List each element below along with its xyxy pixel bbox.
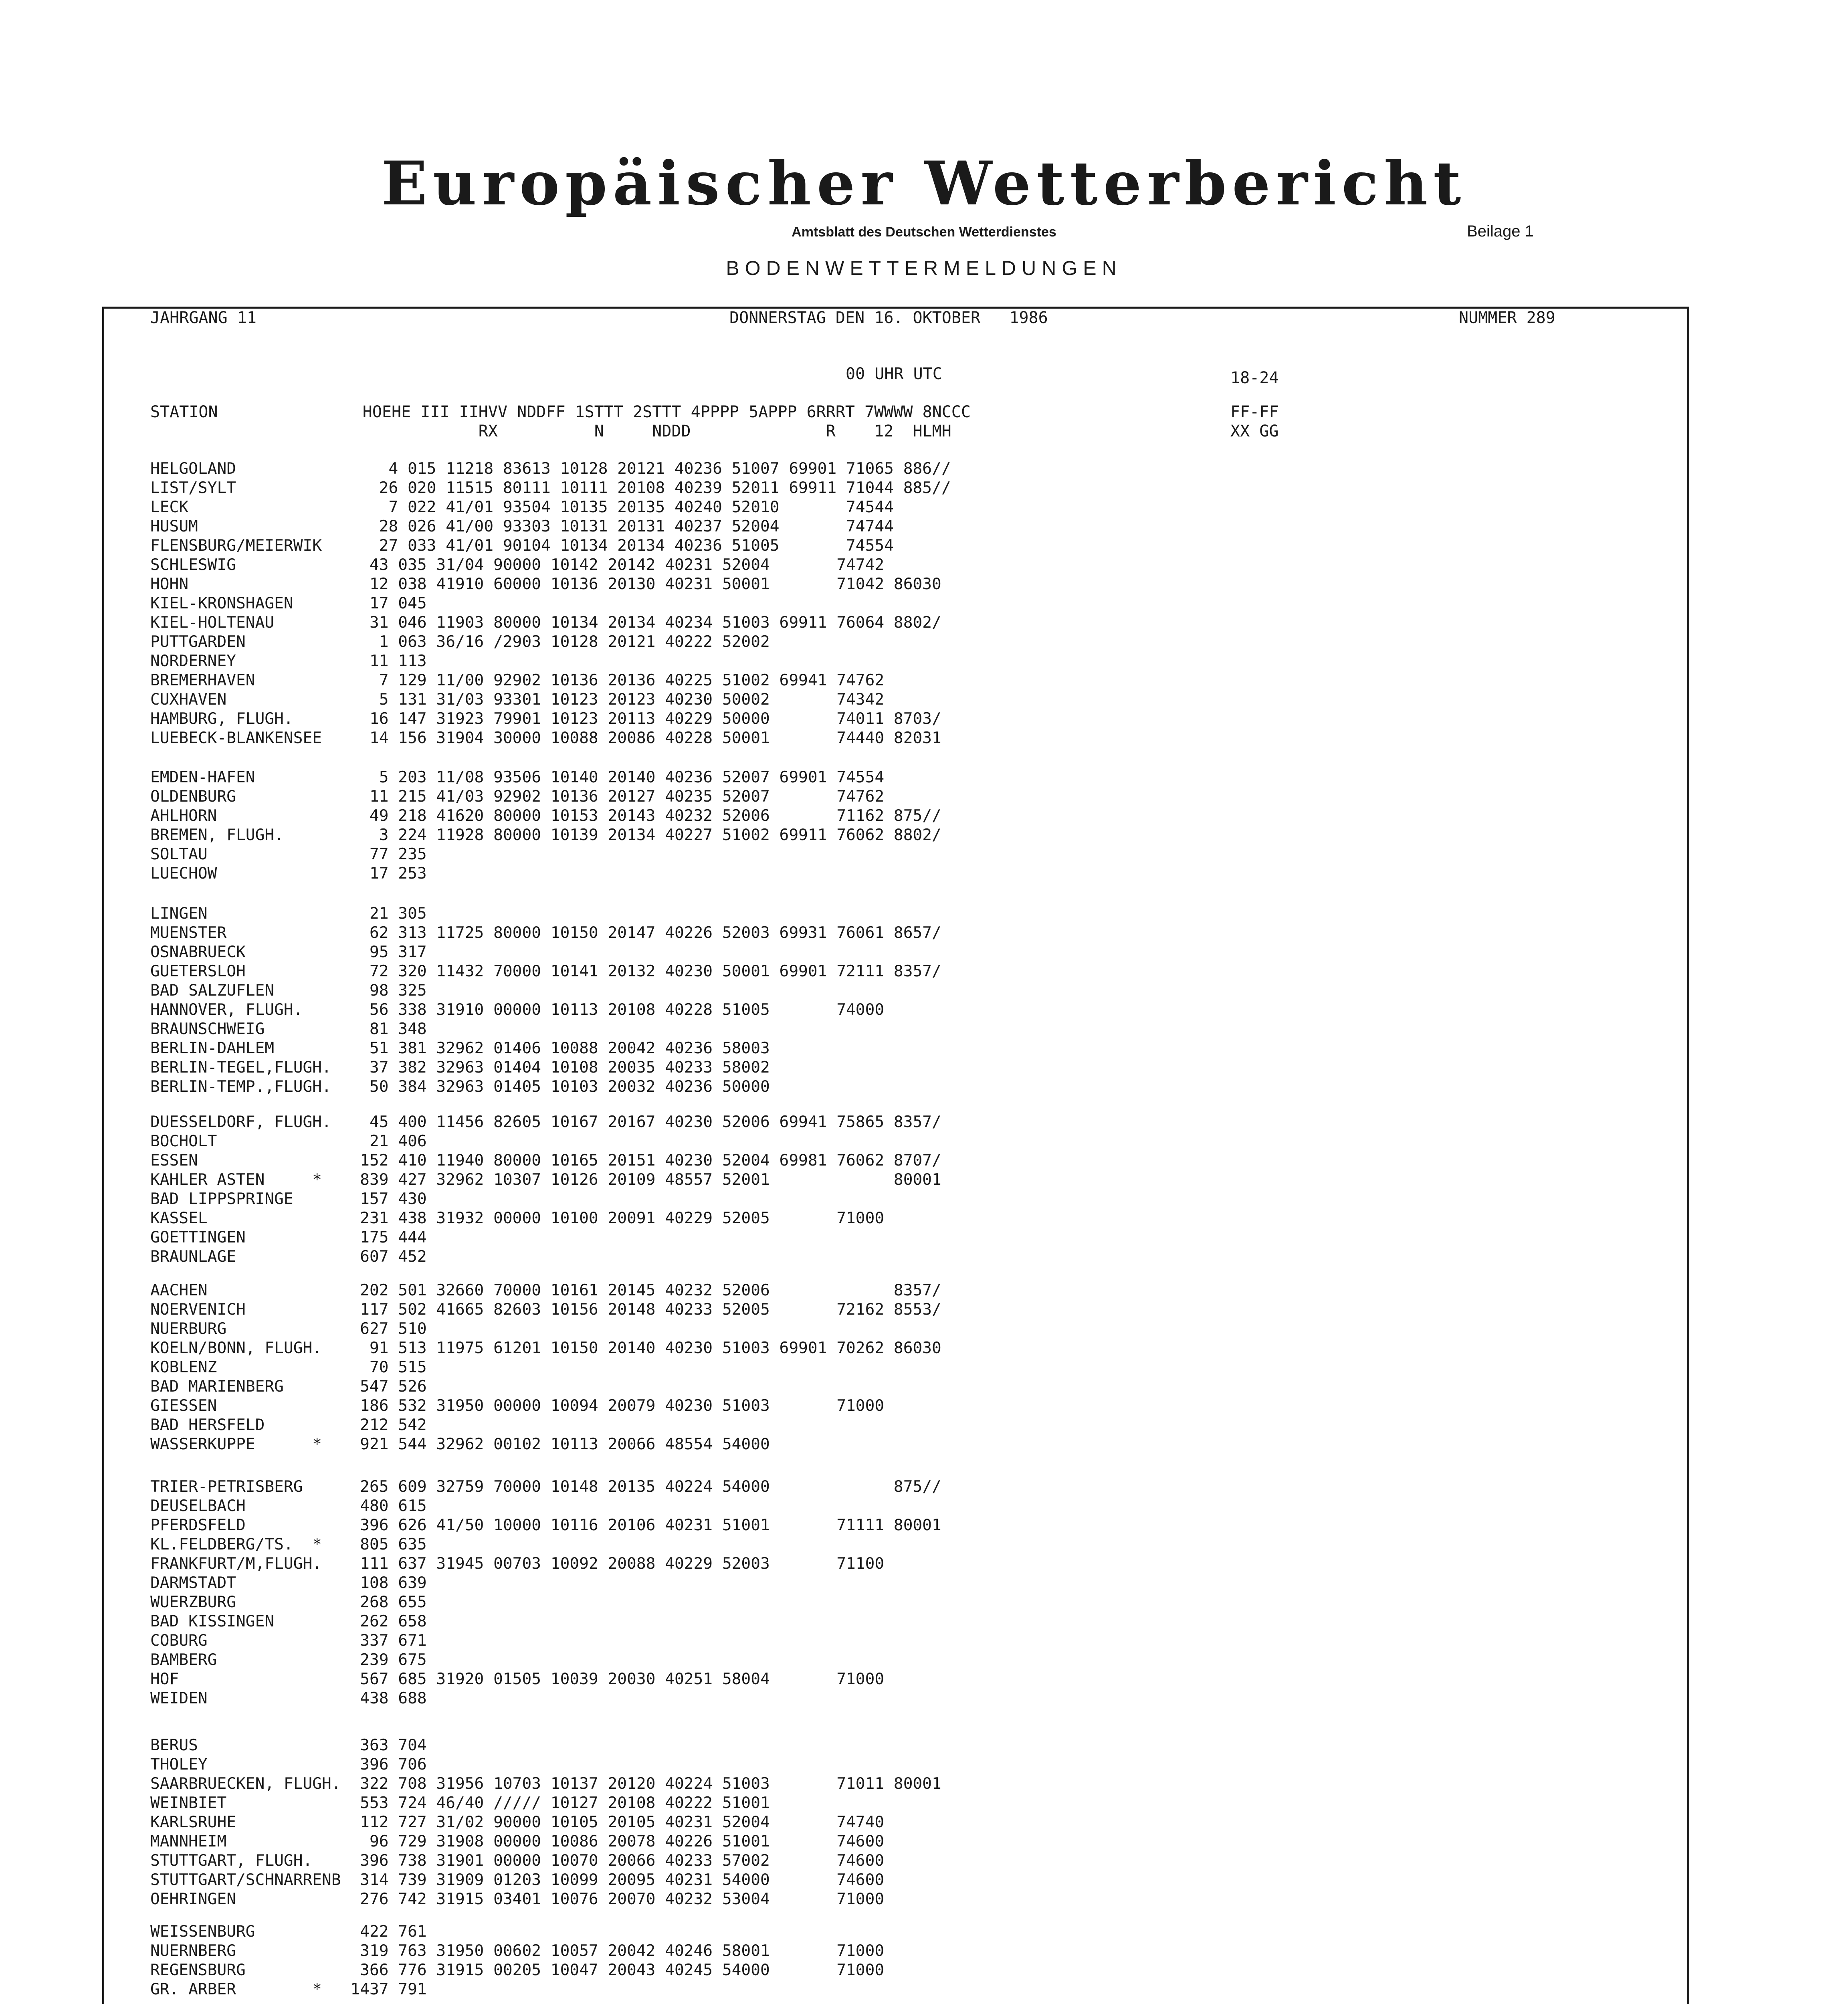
station-row: SAARBRUECKEN, FLUGH. 322 708 31956 10703 10137 20120 40224 51003 71011 80001 bbox=[150, 1774, 941, 1793]
station-row: HOHN 12 038 41910 60000 10136 20130 40231 50001 71042 86030 bbox=[150, 575, 941, 593]
station-row: LUECHOW 17 253 bbox=[150, 864, 427, 883]
supplement-label: Beilage 1 bbox=[1467, 222, 1534, 240]
station-row: STUTTGART, FLUGH. 396 738 31901 00000 10070 20066 40233 57002 74600 bbox=[150, 1851, 885, 1870]
station-row: KARLSRUHE 112 727 31/02 90000 10105 20105 40231 52004 74740 bbox=[150, 1813, 885, 1831]
station-group bbox=[150, 1922, 884, 1999]
station-row: WUERZBURG 268 655 bbox=[150, 1593, 427, 1611]
station-group bbox=[150, 1281, 941, 1454]
station-row: NOERVENICH 117 502 41665 82603 10156 20148 40233 52005 72162 8553/ bbox=[150, 1300, 941, 1319]
station-row: BREMERHAVEN 7 129 11/00 92902 10136 20136 40225 51002 69941 74762 bbox=[150, 671, 885, 689]
station-row: KOELN/BONN, FLUGH. 91 513 11975 61201 10150 20140 40230 51003 69901 70262 86030 bbox=[150, 1339, 941, 1357]
station-row: LINGEN 21 305 bbox=[150, 904, 427, 923]
page-title: Europäischer Wetterbericht bbox=[381, 148, 1467, 219]
station-row: HELGOLAND 4 015 11218 83613 10128 20121 40236 51007 69901 71065 886// bbox=[150, 459, 951, 478]
station-row: KASSEL 231 438 31932 00000 10100 20091 40229 52005 71000 bbox=[150, 1209, 885, 1227]
column-header-right-1: FF-FF bbox=[1230, 403, 1279, 421]
section-title: BODENWETTERMELDUNGEN bbox=[726, 257, 1122, 279]
station-group bbox=[150, 768, 941, 883]
station-row: PFERDSFELD 396 626 41/50 10000 10116 20106 40231 51001 71111 80001 bbox=[150, 1516, 941, 1534]
station-row: GR. ARBER * 1437 791 bbox=[150, 1980, 427, 1998]
column-header-1: STATION HOEHE III IIHVV NDDFF 1STTT 2STTT 4PPPP 5APPP 6RRRT 7WWWW 8NCCC bbox=[150, 403, 971, 421]
station-row: TRIER-PETRISBERG 265 609 32759 70000 10148 20135 40224 54000 875// bbox=[150, 1477, 941, 1496]
station-row: WEINBIET 553 724 46/40 ///// 10127 20108 40222 51001 bbox=[150, 1794, 770, 1812]
station-row: OLDENBURG 11 215 41/03 92902 10136 20127 40235 52007 74762 bbox=[150, 787, 885, 806]
station-row: THOLEY 396 706 bbox=[150, 1755, 427, 1774]
station-row: REGENSBURG 366 776 31915 00205 10047 20043 40245 54000 71000 bbox=[150, 1961, 885, 1979]
station-row: MUENSTER 62 313 11725 80000 10150 20147 40226 52003 69931 76061 8657/ bbox=[150, 923, 941, 942]
time-range: 18-24 bbox=[1230, 369, 1279, 387]
station-row: NORDERNEY 11 113 bbox=[150, 652, 427, 670]
column-header-right-2: XX GG bbox=[1230, 422, 1279, 440]
station-row: BAMBERG 239 675 bbox=[150, 1650, 427, 1669]
station-row: BERLIN-DAHLEM 51 381 32962 01406 10088 20042 40236 58003 bbox=[150, 1039, 770, 1057]
report-date: DONNERSTAG DEN 16. OKTOBER 1986 bbox=[729, 309, 1048, 327]
station-row: KIEL-HOLTENAU 31 046 11903 80000 10134 20134 40234 51003 69911 76064 8802/ bbox=[150, 613, 941, 632]
station-row: BAD SALZUFLEN 98 325 bbox=[150, 981, 427, 1000]
station-row: BERLIN-TEMP.,FLUGH. 50 384 32963 01405 10103 20032 40236 50000 bbox=[150, 1077, 770, 1096]
station-row: BRAUNLAGE 607 452 bbox=[150, 1247, 427, 1266]
station-row: DARMSTADT 108 639 bbox=[150, 1574, 427, 1592]
station-row: BERLIN-TEGEL,FLUGH. 37 382 32963 01404 10108 20035 40233 58002 bbox=[150, 1058, 770, 1077]
station-row: BERUS 363 704 bbox=[150, 1736, 427, 1754]
station-group bbox=[150, 904, 941, 1096]
station-row: FLENSBURG/MEIERWIK 27 033 41/01 90104 10134 20134 40236 51005 74554 bbox=[150, 536, 894, 555]
station-row: PUTTGARDEN 1 063 36/16 /2903 10128 20121 40222 52002 bbox=[150, 632, 770, 651]
station-row: LIST/SYLT 26 020 11515 80111 10111 20108 40239 52011 69911 71044 885// bbox=[150, 479, 951, 497]
station-row: EMDEN-HAFEN 5 203 11/08 93506 10140 20140 40236 52007 69901 74554 bbox=[150, 768, 885, 786]
station-row: LUEBECK-BLANKENSEE 14 156 31904 30000 10088 20086 40228 50001 74440 82031 bbox=[150, 729, 941, 747]
station-row: KL.FELDBERG/TS. * 805 635 bbox=[150, 1535, 427, 1554]
station-row: HANNOVER, FLUGH. 56 338 31910 00000 10113 20108 40228 51005 74000 bbox=[150, 1000, 885, 1019]
station-row: SOLTAU 77 235 bbox=[150, 845, 427, 863]
station-row: FRANKFURT/M,FLUGH. 111 637 31945 00703 10092 20088 40229 52003 71100 bbox=[150, 1554, 885, 1573]
station-row: STUTTGART/SCHNARRENB 314 739 31909 01203 10099 20095 40231 54000 74600 bbox=[150, 1871, 885, 1889]
station-row: KAHLER ASTEN * 839 427 32962 10307 10126 20109 48557 52001 80001 bbox=[150, 1170, 941, 1189]
station-row: WEISSENBURG 422 761 bbox=[150, 1922, 427, 1941]
station-row: BAD LIPPSPRINGE 157 430 bbox=[150, 1190, 427, 1208]
station-row: OSNABRUECK 95 317 bbox=[150, 943, 427, 961]
station-row: BAD KISSINGEN 262 658 bbox=[150, 1612, 427, 1630]
station-row: GIESSEN 186 532 31950 00000 10094 20079 40230 51003 71000 bbox=[150, 1396, 885, 1415]
station-row: GUETERSLOH 72 320 11432 70000 10141 20132 40230 50001 69901 72111 8357/ bbox=[150, 962, 941, 980]
station-row: DEUSELBACH 480 615 bbox=[150, 1497, 427, 1515]
station-row: OEHRINGEN 276 742 31915 03401 10076 20070 40232 53004 71000 bbox=[150, 1890, 885, 1908]
station-row: AHLHORN 49 218 41620 80000 10153 20143 40232 52006 71162 875// bbox=[150, 806, 941, 825]
station-row: LECK 7 022 41/01 93504 10135 20135 40240 52010 74544 bbox=[150, 498, 894, 516]
station-row: GOETTINGEN 175 444 bbox=[150, 1228, 427, 1246]
station-row: AACHEN 202 501 32660 70000 10161 20145 40232 52006 8357/ bbox=[150, 1281, 941, 1299]
station-row: MANNHEIM 96 729 31908 00000 10086 20078 40226 51001 74600 bbox=[150, 1832, 885, 1850]
station-row: SCHLESWIG 43 035 31/04 90000 10142 20142 40231 52004 74742 bbox=[150, 556, 885, 574]
page-subtitle: Amtsblatt des Deutschen Wetterdienstes bbox=[792, 224, 1056, 240]
report-number: NUMMER 289 bbox=[1459, 309, 1555, 327]
station-row: CUXHAVEN 5 131 31/03 93301 10123 20123 40230 50002 74342 bbox=[150, 690, 885, 709]
station-row: BAD HERSFELD 212 542 bbox=[150, 1416, 427, 1434]
station-row: BOCHOLT 21 406 bbox=[150, 1132, 427, 1150]
column-header-2: RX N NDDD R 12 HLMH bbox=[150, 422, 951, 440]
station-row: ESSEN 152 410 11940 80000 10165 20151 40230 52004 69981 76062 8707/ bbox=[150, 1151, 941, 1170]
station-group bbox=[150, 459, 951, 747]
station-row: COBURG 337 671 bbox=[150, 1631, 427, 1650]
station-row: BREMEN, FLUGH. 3 224 11928 80000 10139 20134 40227 51002 69911 76062 8802/ bbox=[150, 826, 941, 844]
station-group bbox=[150, 1735, 941, 1909]
station-group bbox=[150, 1112, 941, 1266]
station-row: NUERBURG 627 510 bbox=[150, 1319, 427, 1338]
station-row: WASSERKUPPE * 921 544 32962 00102 10113 20066 48554 54000 bbox=[150, 1435, 770, 1453]
station-row: BAD MARIENBERG 547 526 bbox=[150, 1377, 427, 1396]
jahrgang: JAHRGANG 11 bbox=[150, 309, 256, 327]
station-row: KOBLENZ 70 515 bbox=[150, 1358, 427, 1376]
station-row: HUSUM 28 026 41/00 93303 10131 20131 40237 52004 74744 bbox=[150, 517, 894, 535]
station-row: WEIDEN 438 688 bbox=[150, 1689, 427, 1707]
station-row: DUESSELDORF, FLUGH. 45 400 11456 82605 10167 20167 40230 52006 69941 75865 8357/ bbox=[150, 1113, 941, 1131]
observation-time: 00 UHR UTC bbox=[846, 365, 942, 383]
station-row: BRAUNSCHWEIG 81 348 bbox=[150, 1020, 427, 1038]
station-row: HOF 567 685 31920 01505 10039 20030 40251 58004 71000 bbox=[150, 1670, 885, 1688]
station-row: KIEL-KRONSHAGEN 17 045 bbox=[150, 594, 427, 612]
station-row: NUERNBERG 319 763 31950 00602 10057 20042 40246 58001 71000 bbox=[150, 1941, 885, 1960]
station-group bbox=[150, 1477, 941, 1708]
station-row: HAMBURG, FLUGH. 16 147 31923 79901 10123 20113 40229 50000 74011 8703/ bbox=[150, 709, 941, 728]
